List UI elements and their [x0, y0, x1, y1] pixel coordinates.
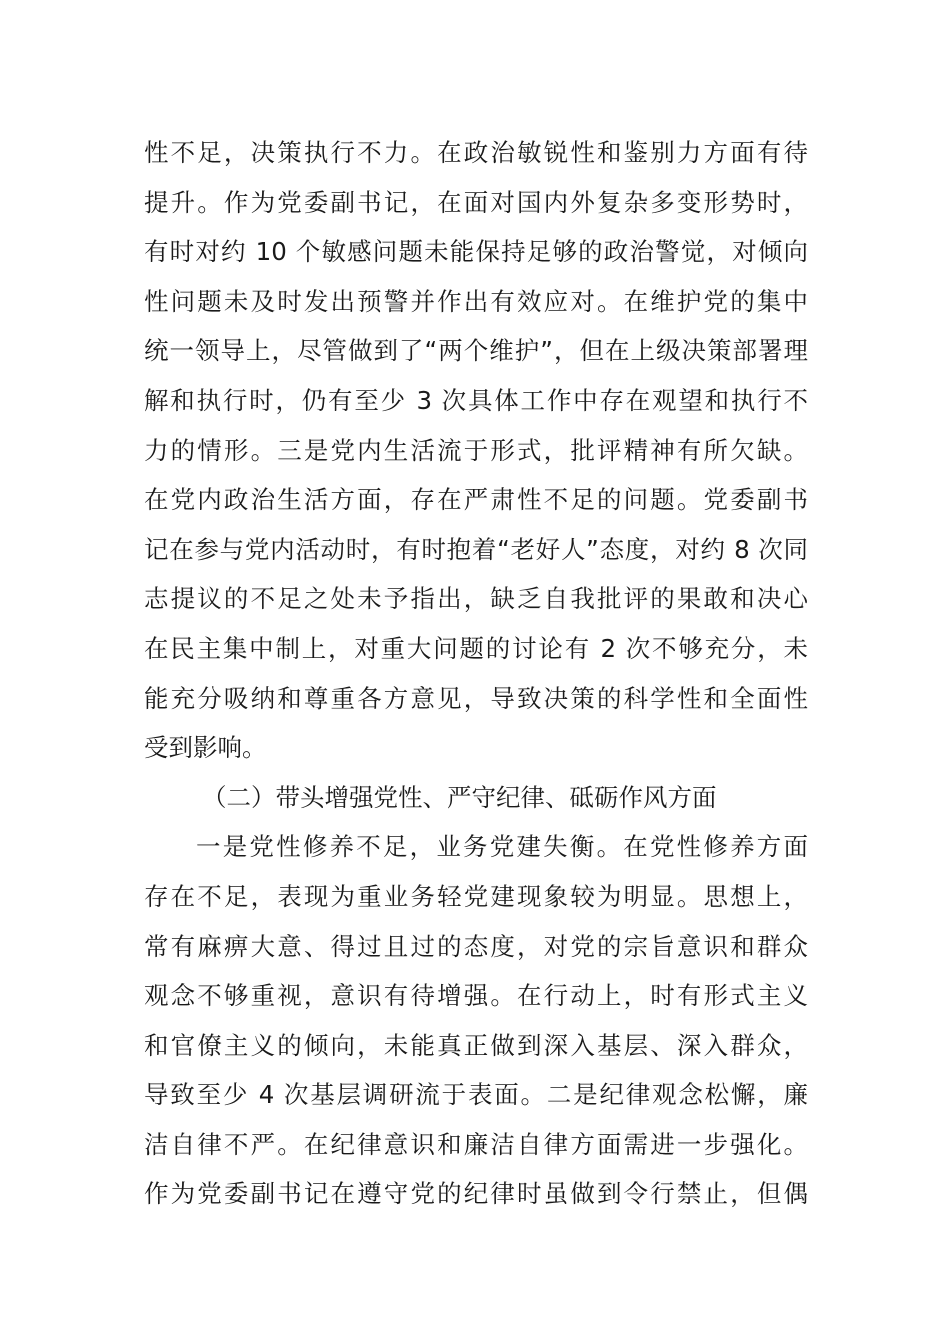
text-line: 作为党委副书记在遵守党的纪律时虽做到令行禁止，但偶	[144, 1179, 808, 1209]
text-line: 观念不够重视，意识有待增强。在行动上，时有形式主义	[144, 981, 808, 1011]
text-line: 在党内政治生活方面，存在严肃性不足的问题。党委副书	[144, 485, 808, 515]
text-line: 提升。作为党委副书记，在面对国内外复杂多变形势时，	[144, 187, 808, 217]
text-line: 常有麻痹大意、得过且过的态度，对党的宗旨意识和群众	[144, 931, 808, 961]
text-line: 性不足，决策执行不力。在政治敏锐性和鉴别力方面有待	[144, 138, 808, 167]
text-line: 在民主集中制上，对重大问题的讨论有 2 次不够充分，未	[144, 633, 808, 663]
text-line: 和官僚主义的倾向，未能真正做到深入基层、深入群众，	[144, 1030, 808, 1060]
paragraph-end-line: 受到影响。	[144, 733, 267, 763]
text-line: 性问题未及时发出预警并作出有效应对。在维护党的集中	[144, 286, 808, 316]
text-line: 统一领导上，尽管做到了“两个维护”，但在上级决策部署理	[144, 336, 808, 366]
paragraph-first-line: 一是党性修养不足，业务党建失衡。在党性修养方面	[196, 832, 808, 862]
text-line: 力的情形。三是党内生活流于形式，批评精神有所欠缺。	[144, 435, 808, 465]
text-line: 记在参与党内活动时，有时抱着“老好人”态度，对约 8 次同	[144, 534, 808, 564]
section-heading: （二）带头增强党性、严守纪律、砥砺作风方面	[202, 782, 717, 812]
text-line: 洁自律不严。在纪律意识和廉洁自律方面需进一步强化。	[144, 1129, 808, 1159]
text-line: 能充分吸纳和尊重各方意见，导致决策的科学性和全面性	[144, 683, 808, 713]
text-line: 志提议的不足之处未予指出，缺乏自我批评的果敢和决心	[144, 584, 808, 614]
text-line: 有时对约 10 个敏感问题未能保持足够的政治警觉，对倾向	[144, 237, 808, 267]
document-body	[144, 128, 808, 1219]
text-line: 存在不足，表现为重业务轻党建现象较为明显。思想上，	[144, 881, 808, 911]
text-line: 解和执行时，仍有至少 3 次具体工作中存在观望和执行不	[144, 385, 808, 415]
text-line: 导致至少 4 次基层调研流于表面。二是纪律观念松懈，廉	[144, 1080, 808, 1110]
